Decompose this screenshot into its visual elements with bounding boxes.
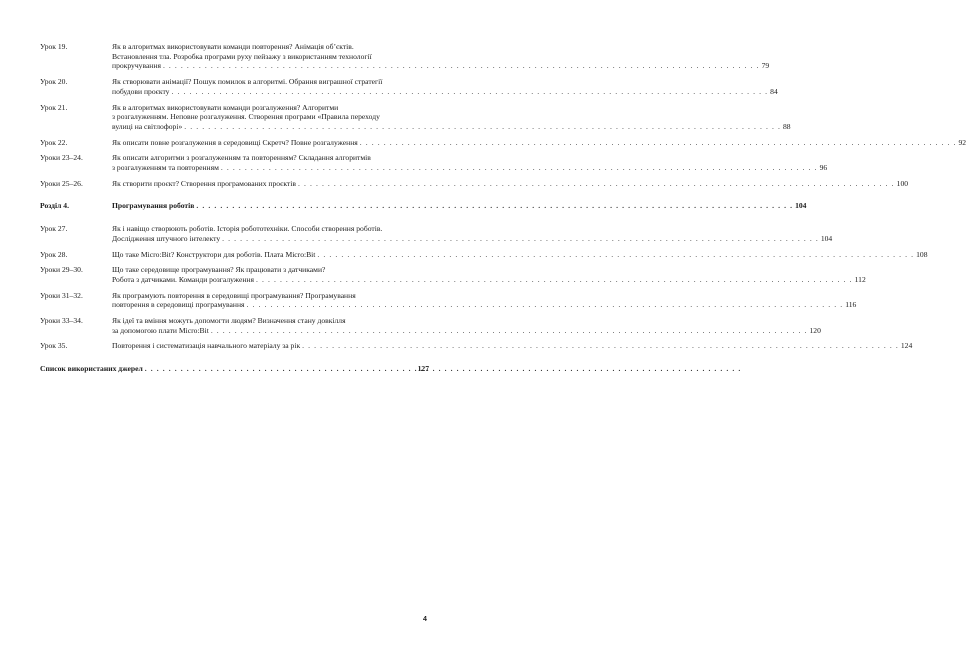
toc-entry-line: Як в алгоритмах використовувати команди розгалуження? Алгоритми [112,102,339,112]
toc-page-number: 100 [896,178,909,188]
dot-leader [171,87,768,97]
toc-entry-label: Уроки 29–30. [40,265,83,275]
toc-entry-label: Урок 27. [40,224,68,234]
toc-entry[interactable] [40,224,833,243]
toc-entry-body [112,201,806,211]
dot-leader [247,300,844,310]
toc-entry-line: Робота з датчиками. Команди розгалуження [112,274,254,284]
dot-leader [196,201,793,211]
toc-entry-line: Дослідження штучного інтелекту [112,233,221,243]
toc-entry-line: повторення в середовищі програмування [112,300,245,310]
toc-entry[interactable] [40,290,857,310]
toc-entry-line: вулиці на світлофорі» [112,121,183,131]
dot-leader [360,138,957,148]
toc-entry-label: Уроки 31–32. [40,290,83,300]
page-number: 4 [423,616,427,623]
toc-entry-body [112,77,778,96]
toc-entry-body [112,153,827,172]
toc-entry-line: Встановлення тла. Розробка програми руху пейзажу з використанням технології [112,51,372,61]
toc-page-number: 88 [782,121,791,131]
toc-entry-last-line [112,300,856,310]
toc-entry-body [112,138,966,148]
toc-entry-body [112,316,821,335]
toc-page-number: 84 [770,86,778,96]
toc-page-number: 124 [900,341,913,351]
dot-leader [211,326,808,336]
toc-entry-last-line [112,341,912,351]
toc-page-number: 108 [916,249,928,259]
toc-entry-last-line [112,234,832,244]
toc-entry-line: побудови проєкту [112,86,170,96]
toc-entry-line: Як ідеї та вміння можуть допомогти людям? Визначення стану довкілля [112,316,346,326]
toc-entry-line: Як в алгоритмах використовувати команди повторення? Анімація об’єктів. [112,42,354,51]
toc-entry-line: Як описати алгоритми з розгалуженням та повторенням? Складання алгоритмів [112,153,371,163]
toc-entry-body [112,291,856,310]
toc-entry-body [112,103,791,132]
toc-entry-line: Як створювати анімації? Пошук помилок в алгоритмі. Обрання виграшної стратегії [112,77,383,87]
toc-entry-line: Як і навіщо створюють роботів. Історія робототехніки. Способи створення роботів. [112,224,383,234]
toc-page-number: 112 [854,274,866,284]
toc-entry-line: прокручування [112,61,161,71]
toc-entry-last-line [112,163,827,173]
toc-entry-last-line [112,138,966,148]
toc-entry[interactable] [40,341,913,351]
dot-leader [302,341,899,351]
dot-leader [163,61,760,71]
toc-page-number: 104 [820,233,833,243]
toc-entry[interactable] [40,178,909,189]
toc-entry-body [40,364,429,374]
toc-page-number: 104 [795,201,807,211]
toc-entry-last-line [112,179,908,189]
toc-entry-label: Урок 28. [40,249,68,259]
toc-entry[interactable] [40,77,778,96]
toc-entry-body [112,179,908,189]
toc-entry-line: Програмування роботів [112,201,195,211]
toc-entry[interactable] [40,153,828,173]
toc-page-number: 96 [819,163,828,173]
toc-entry[interactable] [40,316,821,335]
toc-entry[interactable] [40,42,770,71]
toc-entry-line: Що таке середовище програмування? Як працювати з датчиками? [112,265,326,275]
toc-section-title: Список використаних джерел [40,364,143,374]
toc-entry-line: Як створити проєкт? Створення програмованих проєктів [112,178,296,188]
toc-entry-last-line [112,250,927,260]
toc-entry-label: Урок 19. [40,42,68,51]
toc-entry-label: Урок 20. [40,77,68,87]
toc-entry-last-line [112,87,778,97]
table-of-contents [40,42,966,374]
toc-entry-last-line [40,364,429,374]
toc-entry-label: Урок 21. [40,102,68,112]
toc-page-number: 120 [809,325,821,335]
toc-entry-line: за допомогою плати Micro:Bit [112,325,209,335]
toc-entry-line: Як програмують повторення в середовищі програмування? Програмування [112,290,356,300]
toc-page-number: 79 [761,61,770,71]
toc-entry-label: Урок 35. [40,341,68,351]
toc-entry[interactable] [40,102,791,132]
toc-entry-last-line [112,326,821,336]
toc-entry-last-line [112,275,866,285]
dot-leader [222,234,819,244]
dot-leader [256,275,853,285]
toc-entry-label: Уроки 33–34. [40,316,83,326]
toc-entry-label: Розділ 4. [40,201,69,211]
dot-leader [145,364,416,374]
toc-page-number: 92 [958,137,966,147]
toc-entry-line: з розгалуженням та повторенням [112,163,219,173]
toc-entry-line: Як описати повне розгалуження в середовищі Скретч? Повне розгалуження [112,137,358,147]
dot-leader [298,179,895,189]
toc-entry-line: з розгалуженням. Неповне розгалуження. Створення програми «Правила переходу [112,112,380,122]
dot-leader [317,250,914,260]
toc-entry-body [112,341,912,351]
toc-entry-body [112,42,769,71]
toc-entry-label: Урок 22. [40,137,68,147]
toc-entry-body [112,224,832,243]
toc-entry-label: Уроки 23–24. [40,153,83,163]
toc-entry[interactable] [40,265,866,284]
toc-entry[interactable] [40,249,928,260]
toc-section-entry[interactable] [40,364,429,374]
toc-section-entry[interactable] [40,201,807,211]
toc-page-number: 127 [417,364,429,374]
toc-entry[interactable] [40,137,966,148]
toc-entry-last-line [112,201,806,211]
toc-entry-line: Повторення і систематизація навчального матеріалу за рік [112,341,301,351]
toc-page-number: 116 [845,300,857,310]
toc-entry-label: Уроки 25–26. [40,178,83,188]
toc-entry-body [112,265,866,284]
toc-entry-last-line [112,122,791,132]
dot-leader [221,163,818,173]
toc-entry-body [112,250,927,260]
toc-entry-last-line [112,61,769,71]
dot-leader [184,122,781,132]
toc-entry-line: Що таке Micro:Bit? Конструктори для роботів. Плата Micro:Bit [112,249,316,259]
